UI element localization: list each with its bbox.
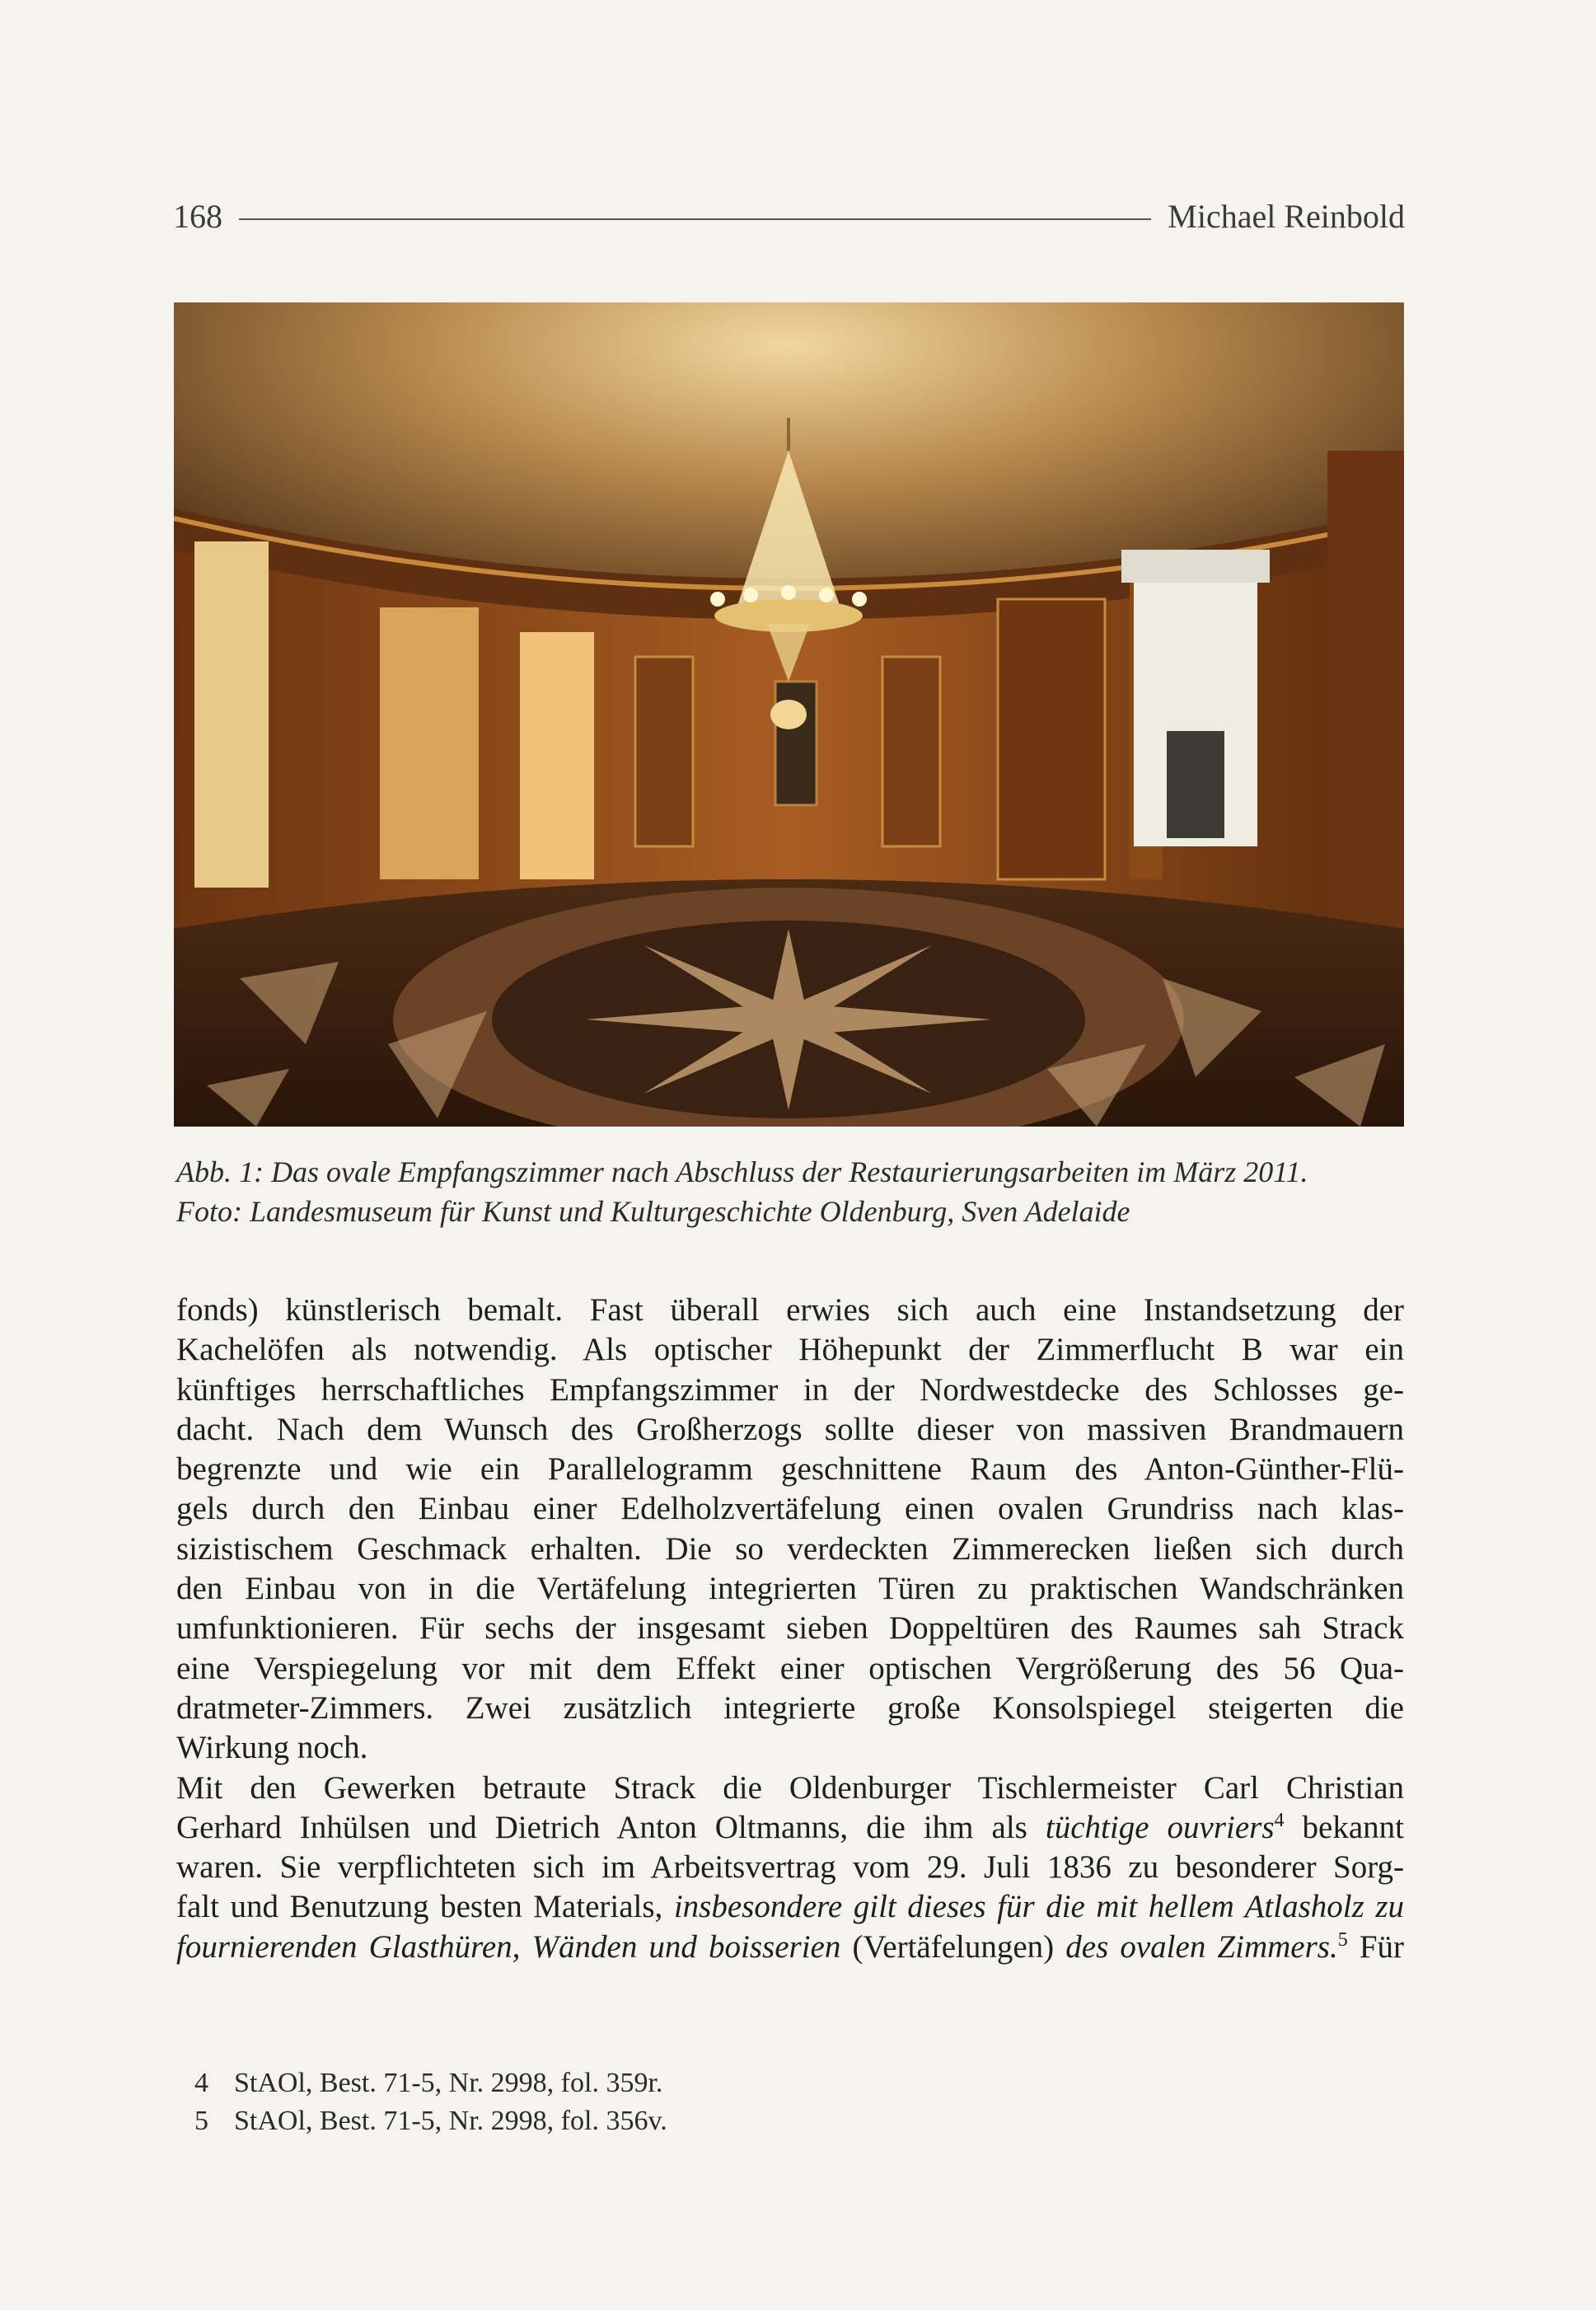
text-line: Wirkung noch. bbox=[176, 1730, 368, 1766]
footnote-text: StAOl, Best. 71-5, Nr. 2998, fol. 359r. bbox=[234, 2068, 663, 2098]
footnote-5 bbox=[194, 2102, 1183, 2140]
text-line: eine Verspiegelung vor mit dem Effekt einer optischen Vergrößerung des 56 Qua- bbox=[176, 1650, 1404, 1686]
text-line: dacht. Nach dem Wunsch des Großherzogs sollte dieser von massiven Brandmauern bbox=[176, 1411, 1404, 1447]
text-line: künftiges herrschaftliches Empfangszimmer in der Nordwestdecke des Schlosses ge- bbox=[176, 1371, 1404, 1408]
footnote-number: 4 bbox=[194, 2068, 208, 2098]
text-line: Kachelöfen als notwendig. Als optischer Höhepunkt der Zimmerflucht B war ein bbox=[176, 1332, 1404, 1368]
footnote-4 bbox=[194, 2064, 1183, 2102]
figure-caption bbox=[176, 1152, 1412, 1231]
text-line: fonds) künstlerisch bemalt. Fast überall erwies sich auch eine Instandsetzung der bbox=[176, 1292, 1404, 1328]
body-text bbox=[176, 1291, 1404, 1967]
text-line: sizistischem Geschmack erhalten. Die so verdeckten Zimmerecken ließen sich durch bbox=[176, 1530, 1404, 1567]
caption-line-1: Abb. 1: Das ovale Empfangszimmer nach Abschluss der Restaurierungsarbeiten im März 2011. bbox=[176, 1155, 1308, 1188]
text-line: fournierenden Glasthüren, Wänden und boisserien (Vertäfelungen) des ovalen Zimmers.$^5$ Für bbox=[176, 1928, 1405, 1965]
text-line: Mit den Gewerken betraute Strack die Oldenburger Tischlermeister Carl Christian bbox=[176, 1769, 1404, 1806]
footnotes bbox=[194, 2064, 1183, 2140]
footnote-ref-5[interactable]: 5 bbox=[1337, 1928, 1348, 1951]
running-header bbox=[173, 191, 1405, 241]
header-rule bbox=[239, 218, 1151, 220]
text-line: falt und Benutzung besten Materials, insbesondere gilt dieses für die mit hellem Atlasholz zu bbox=[176, 1889, 1404, 1925]
author-name: Michael Reinbold bbox=[1168, 197, 1405, 235]
text-line: gels durch den Einbau einer Edelholzvertäfelung einen ovalen Grundriss nach klas- bbox=[176, 1491, 1404, 1527]
text-line: den Einbau von in die Vertäfelung integrierten Türen zu praktischen Wandschränken bbox=[176, 1571, 1404, 1607]
caption-line-2: Foto: Landesmuseum für Kunst und Kulturgeschichte Oldenburg, Sven Adelaide bbox=[176, 1195, 1130, 1228]
page-number: 168 bbox=[173, 197, 222, 235]
footnote-number: 5 bbox=[194, 2106, 208, 2136]
footnote-text: StAOl, Best. 71-5, Nr. 2998, fol. 356v. bbox=[234, 2106, 667, 2136]
text-line: begrenzte und wie ein Parallelogramm geschnittene Raum des Anton-Günther-Flü- bbox=[176, 1451, 1404, 1488]
oval-room-photograph bbox=[174, 302, 1404, 1127]
text-line: waren. Sie verpflichteten sich im Arbeitsvertrag vom 29. Juli 1836 zu besonderer Sorg- bbox=[176, 1849, 1404, 1886]
footnote-ref-4[interactable]: 4 bbox=[1274, 1809, 1285, 1831]
text-line: Gerhard Inhülsen und Dietrich Anton Oltmanns, die ihm als tüchtige ouvriers$^4$ bekannt bbox=[176, 1809, 1404, 1845]
text-line: umfunktionieren. Für sechs der insgesamt sieben Doppeltüren des Raumes sah Strack bbox=[176, 1610, 1404, 1647]
text-line: dratmeter-Zimmers. Zwei zusätzlich integrierte große Konsolspiegel steigerten die bbox=[176, 1689, 1404, 1726]
